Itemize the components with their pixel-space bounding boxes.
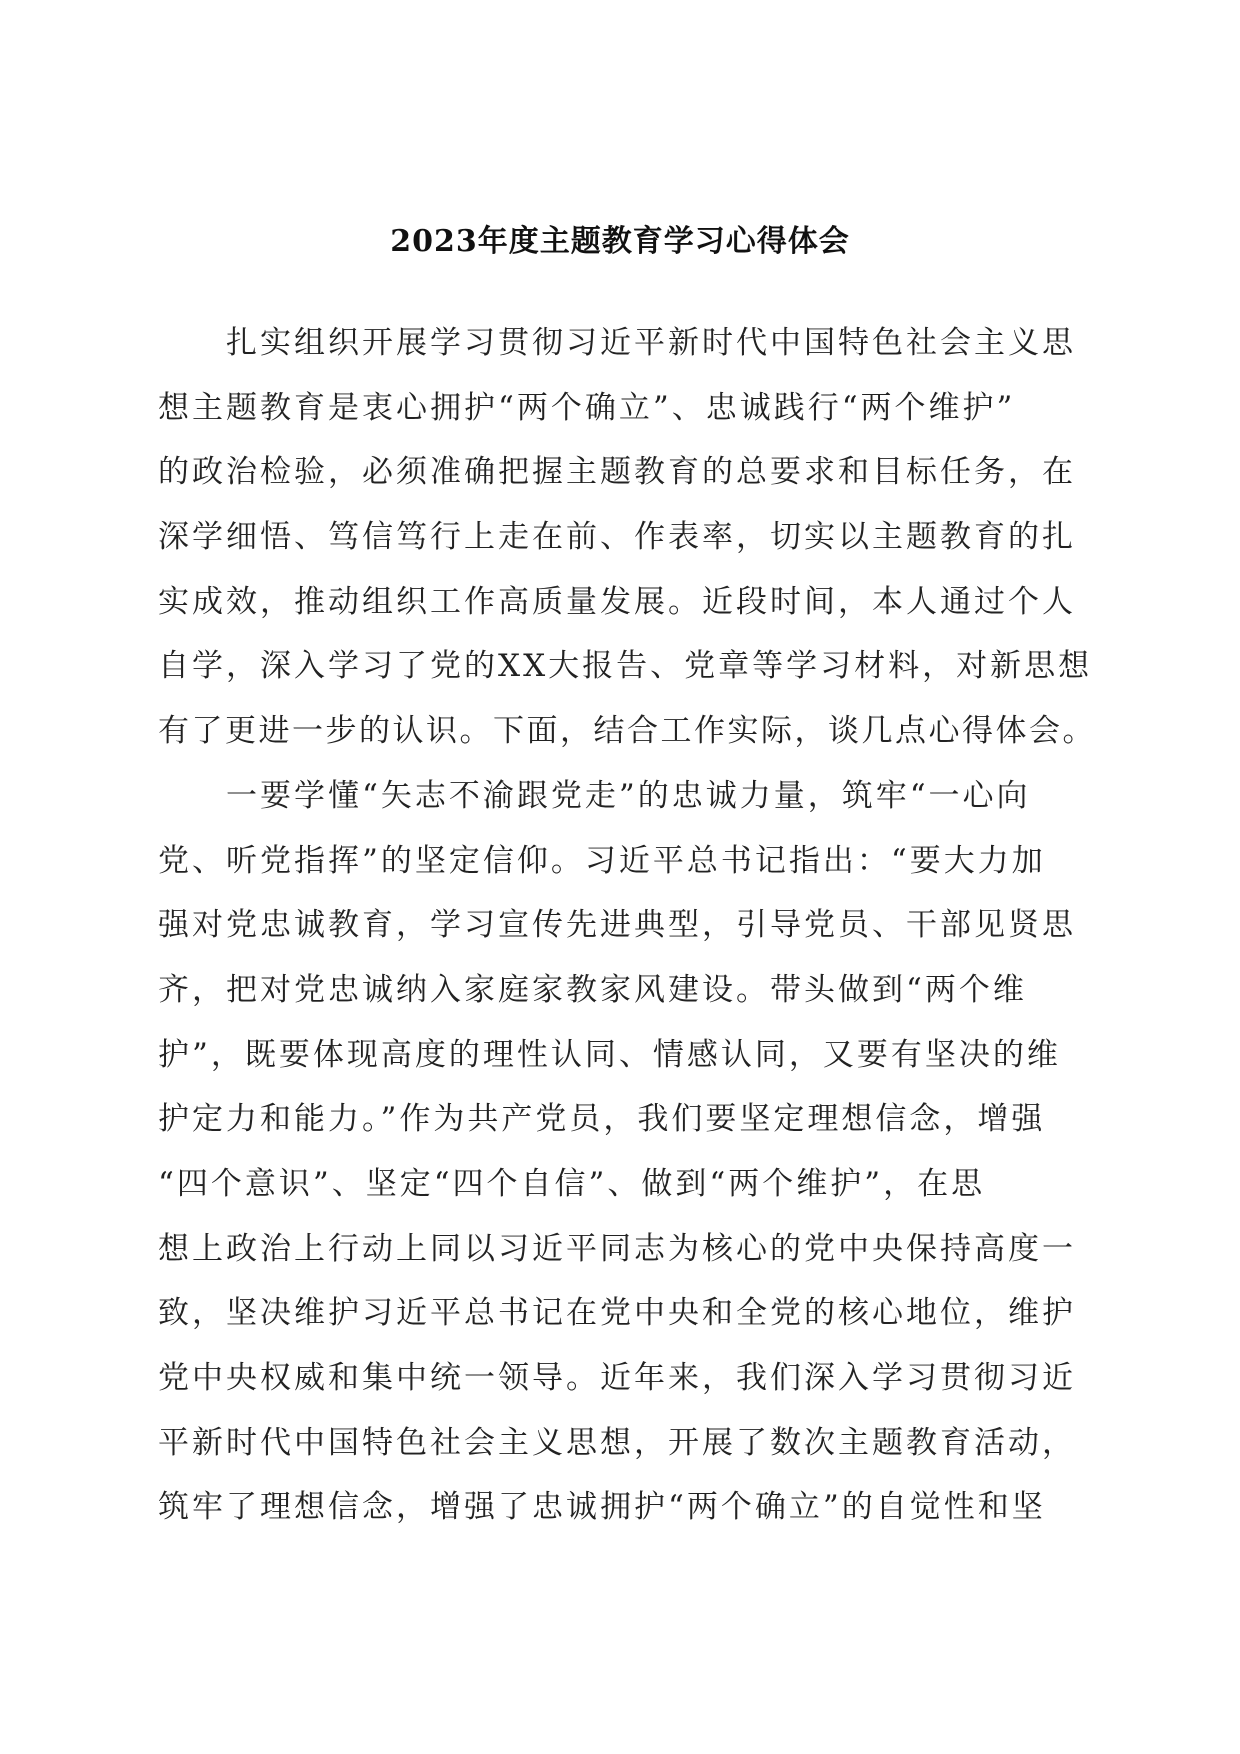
body-line: “四个意识”、坚定“四个自信”、做到“两个维护”，在思 [158,1165,986,1202]
body-line: 扎实组织开展学习贯彻习近平新时代中国特色社会主义思 [226,325,1076,361]
body-line: 平新时代中国特色社会主义思想，开展了数次主题教育活动， [158,1424,1076,1461]
body-line: 自学，深入学习了党的XX大报告、党章等学习材料，对新思想 [158,648,1093,685]
body-line: 致，坚决维护习近平总书记在党中央和全党的核心地位，维护 [158,1295,1076,1332]
body-line: 护定力和能力。”作为共产党员，我们要坚定理想信念，增强 [158,1101,1046,1138]
body-line: 想主题教育是衷心拥护“两个确立”、忠诚践行“两个维护” [158,389,1016,426]
body-line: 的政治检验，必须准确把握主题教育的总要求和目标任务，在 [158,454,1076,491]
document-title: 2023年度主题教育学习心得体会 [390,224,850,259]
body-line: 护”，既要体现高度的理性认同、情感认同，又要有坚决的维 [158,1036,1061,1073]
body-line: 有了更进一步的认识。下面，结合工作实际，谈几点心得体会。 [158,713,1096,750]
body-line: 齐，把对党忠诚纳入家庭家教家风建设。带头做到“两个维 [158,971,1027,1008]
body-line: 实成效，推动组织工作高质量发展。近段时间，本人通过个人 [158,583,1076,620]
body-line: 筑牢了理想信念，增强了忠诚拥护“两个确立”的自觉性和坚 [158,1489,1046,1526]
body-line: 党中央权威和集中统一领导。近年来，我们深入学习贯彻习近 [158,1360,1076,1396]
body-line: 一要学懂“矢志不渝跟党走”的忠诚力量，筑牢“一心向 [226,777,1031,814]
body-line: 深学细悟、笃信笃行上走在前、作表率，切实以主题教育的扎 [158,519,1076,556]
body-line: 强对党忠诚教育，学习宣传先进典型，引导党员、干部见贤思 [158,907,1076,944]
document-body [158,323,1098,1552]
body-line: 党、听党指挥”的坚定信仰。习近平总书记指出：“要大力加 [158,842,1046,879]
body-line: 想上政治上行动上同以习近平同志为核心的党中央保持高度一 [158,1230,1076,1267]
